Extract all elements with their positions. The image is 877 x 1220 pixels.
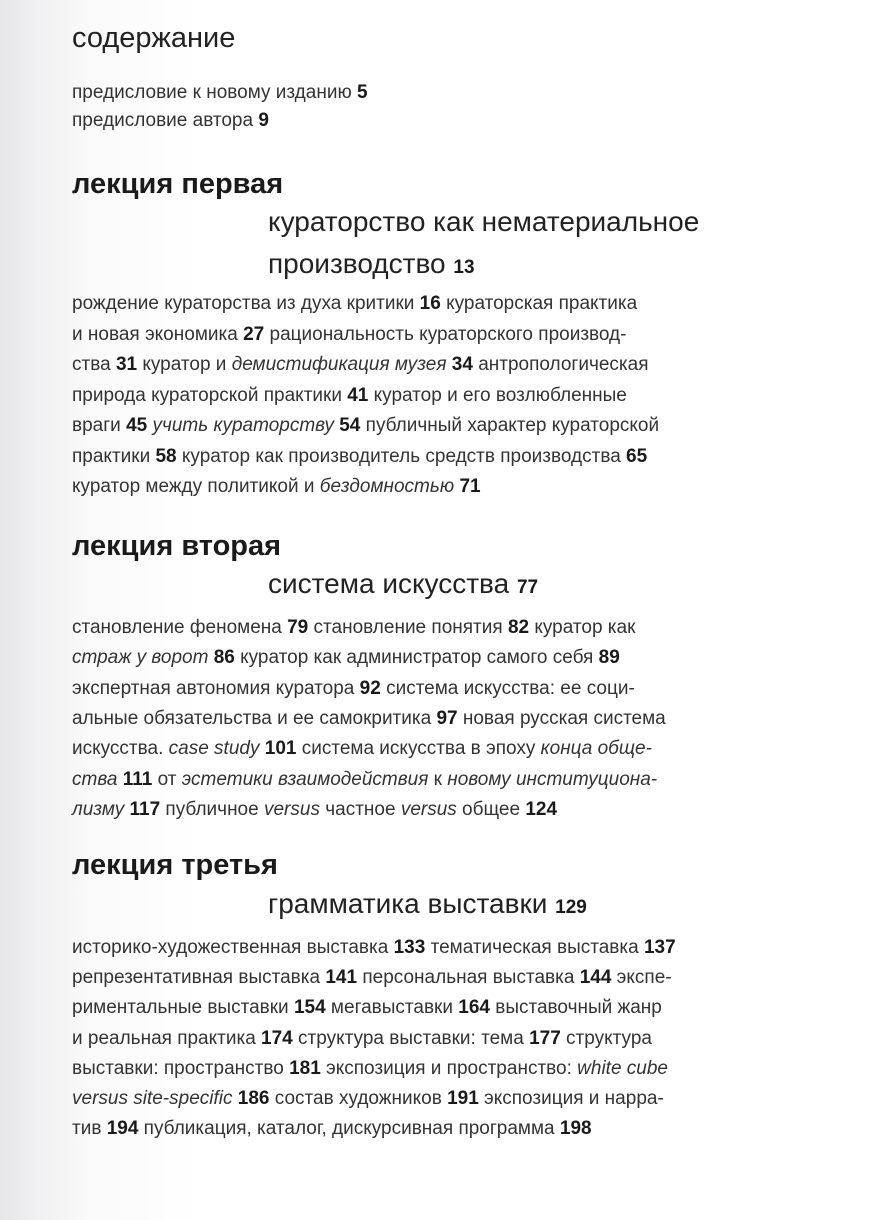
lecture-topic: кураторство как нематериальное [268, 206, 700, 237]
entry-text: альные обязательства и ее самокритика [72, 707, 437, 729]
entry-text: выставки: пространство [72, 1057, 290, 1079]
entry-text: становление понятия [308, 617, 508, 638]
entry-text: мегавыставки [325, 997, 459, 1019]
italic-term: конца обще- [540, 738, 652, 760]
entry-text: становление феномена [72, 617, 288, 638]
toc-line [72, 294, 637, 313]
entry-text: тив [72, 1118, 107, 1140]
toc-line [72, 416, 659, 435]
italic-term: страж у ворот [72, 647, 209, 669]
preface-title: предисловие к новому изданию [72, 82, 352, 103]
entry-text: куратор и его возлюбленные [368, 384, 627, 406]
page-number: 54 [339, 415, 361, 436]
entry-text: экспе- [611, 967, 672, 989]
entry-text: искусства. [72, 738, 169, 760]
toc-line [72, 1089, 664, 1108]
toc-line [72, 477, 481, 496]
entry-text: и реальная практика [72, 1027, 262, 1049]
entry-text: кураторская практика [440, 293, 638, 314]
page-number: 154 [293, 997, 326, 1019]
page-number: 198 [559, 1118, 592, 1140]
lecture-topic: система искусства 77 [268, 568, 539, 599]
page-number: 89 [598, 647, 620, 669]
preface-entry [72, 110, 269, 132]
lecture-topic: грамматика выставки 129 [268, 888, 587, 919]
italic-term: новому институциона- [447, 768, 658, 790]
toc-line [72, 325, 626, 344]
toc-line [72, 679, 635, 698]
italic-term: white cube [577, 1057, 668, 1079]
entry-text: природа кураторской практики [72, 384, 348, 406]
entry-text: общее [456, 798, 526, 820]
italic-term: case study [168, 738, 260, 760]
entry-text: публикация, каталог, дискурсивная программа [138, 1118, 560, 1140]
lecture-title: лекция третья [72, 849, 278, 881]
preface-title: предисловие автора [72, 110, 254, 131]
lecture-topic-page: 77 [516, 577, 539, 598]
entry-text: экспертная автономия куратора [72, 677, 360, 699]
page-number: 191 [447, 1088, 479, 1109]
page-number: 141 [325, 967, 358, 989]
toc-line [72, 1029, 652, 1048]
page-number: 133 [393, 937, 426, 958]
italic-term: учить кураторству [152, 415, 334, 436]
entry-text: экспозиция и пространство: [320, 1057, 578, 1079]
page-number: 27 [243, 323, 265, 345]
toc-line [72, 968, 672, 987]
contents-title: содержание [72, 22, 236, 54]
entry-text: куратор как администратор самого себя [234, 647, 599, 669]
page-number: 186 [237, 1088, 270, 1109]
page-number: 31 [115, 354, 138, 375]
page-number: 174 [261, 1027, 293, 1049]
entry-text: историко-художественная выставка [72, 937, 394, 958]
page-number: 34 [451, 354, 473, 375]
lecture-topic-page: 13 [453, 257, 475, 278]
page-number: 117 [129, 798, 161, 820]
page-number: 111 [122, 768, 153, 790]
page-number: 41 [347, 384, 369, 406]
toc-line [72, 739, 652, 758]
page-number: 71 [459, 476, 481, 497]
page-number: 124 [525, 798, 558, 820]
page-number: 144 [579, 967, 612, 989]
entry-text: репрезентативная выставка [72, 967, 326, 989]
italic-term: versus [400, 798, 457, 820]
page-number: 79 [287, 617, 309, 638]
entry-text: куратор между политикой и [72, 476, 320, 497]
page-number: 194 [106, 1118, 139, 1140]
entry-text: от [152, 768, 182, 790]
entry-text: структура [560, 1027, 652, 1049]
preface-entry [72, 82, 368, 104]
entry-text: частное [319, 798, 401, 820]
preface-page: 5 [356, 82, 368, 103]
entry-text: враги [72, 415, 127, 436]
toc-line [72, 770, 657, 789]
toc-line [72, 648, 620, 667]
preface-page: 9 [258, 110, 269, 131]
entry-text: риментальные выставки [72, 997, 294, 1019]
italic-term: versus site-specific [72, 1088, 233, 1109]
page-number: 97 [436, 707, 458, 729]
page-number: 16 [419, 293, 441, 314]
entry-text: система искусства: ее соци- [380, 677, 635, 699]
entry-text: куратор как производитель средств производства [176, 445, 627, 467]
toc-line [72, 709, 666, 728]
italic-term: versus [263, 798, 320, 820]
entry-text: к [428, 768, 448, 790]
toc-line [72, 800, 557, 819]
italic-term: ства [72, 768, 118, 790]
italic-term: эстетики взаимодействия [181, 768, 429, 790]
entry-text: и новая экономика [72, 323, 244, 345]
lecture-topic-page: 129 [555, 897, 587, 918]
page-number: 181 [289, 1057, 321, 1079]
entry-text: рождение кураторства из духа критики [72, 293, 420, 314]
page-number: 65 [626, 445, 648, 467]
entry-text: куратор как [529, 617, 636, 638]
entry-text: практики [72, 445, 156, 467]
toc-line [72, 938, 676, 957]
entry-text: состав художников [269, 1088, 448, 1109]
entry-text: система искусства в эпоху [296, 738, 541, 760]
entry-text: публичный характер кураторской [360, 415, 660, 436]
italic-term: бездомностью [319, 476, 455, 497]
lecture-title: лекция первая [72, 168, 284, 200]
toc-line [72, 618, 635, 637]
toc-line [72, 1119, 592, 1138]
toc-line [72, 355, 649, 374]
page-number: 164 [458, 997, 490, 1019]
entry-text: структура выставки: тема [292, 1027, 530, 1049]
entry-text: рациональность кураторского производ- [264, 323, 627, 345]
entry-text: тематическая выставка [425, 937, 644, 958]
entry-text: публичное [160, 798, 264, 820]
page-number: 86 [213, 647, 235, 669]
page-number: 45 [126, 415, 148, 436]
italic-term: лизму [72, 798, 125, 820]
lecture-topic: производство 13 [268, 248, 475, 279]
page-number: 101 [264, 738, 297, 760]
entry-text: выставочный жанр [489, 997, 662, 1019]
toc-line [72, 998, 662, 1017]
italic-term: демистификация музея [231, 354, 447, 375]
entry-text: экспозиция и нарра- [478, 1088, 664, 1109]
page-number: 58 [155, 445, 177, 467]
toc-line [72, 386, 627, 405]
page-number: 177 [529, 1027, 561, 1049]
toc-line [72, 447, 647, 466]
page-number: 92 [359, 677, 381, 699]
entry-text: куратор и [137, 354, 232, 375]
toc-line [72, 1059, 668, 1078]
page-number: 137 [643, 937, 676, 958]
entry-text: новая русская система [457, 707, 666, 729]
entry-text: антропологическая [472, 354, 649, 375]
page-number: 82 [507, 617, 530, 638]
entry-text: ства [72, 354, 116, 375]
lecture-title: лекция вторая [72, 530, 282, 562]
entry-text: персональная выставка [357, 967, 580, 989]
